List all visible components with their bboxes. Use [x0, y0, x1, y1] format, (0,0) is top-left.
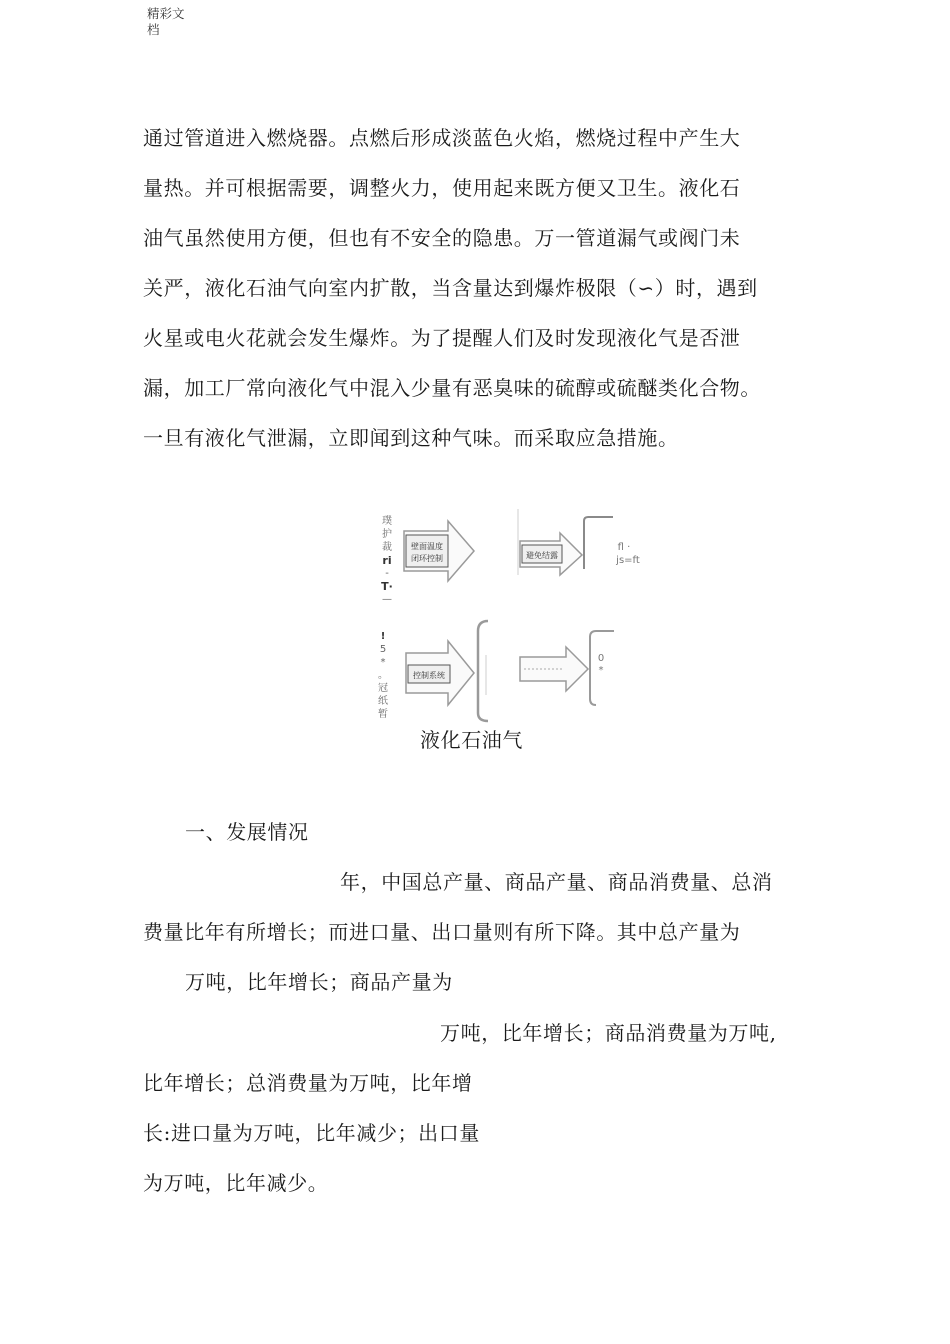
paragraph2-line: 万吨，比年增长；商品产量为 — [185, 970, 453, 994]
paragraph1-line: 量热。并可根据需要，调整火力，使用起来既方便又卫生。液化石 — [143, 176, 741, 200]
paragraph2-line: 比年增长；总消费量为万吨，比年增 — [143, 1071, 473, 1095]
page-header — [147, 6, 187, 38]
paragraph2-line: 为万吨，比年减少。 — [143, 1171, 329, 1195]
paragraph1-line: 通过管道进入燃烧器。点燃后形成淡蓝色火焰，燃烧过程中产生大 — [143, 126, 741, 150]
paragraph2-line: 长:进口量为万吨，比年减少；出口量 — [143, 1121, 480, 1145]
figure-diagram — [370, 505, 640, 725]
paragraph1-line: 漏，加工厂常向液化气中混入少量有恶臭味的硫醇或硫醚类化合物。 — [143, 376, 761, 400]
header-line-1: 精彩文 — [147, 6, 185, 21]
paragraph2-line: 费量比年有所增长；而进口量、出口量则有所下降。其中总产量为 — [143, 920, 741, 944]
paragraph1-line: 油气虽然使用方便，但也有不安全的隐患。万一管道漏气或阀门未 — [143, 226, 741, 250]
process-figure — [370, 505, 640, 725]
box1-label-1: 壁面温度 — [411, 542, 443, 551]
figure-left-bottom-text: ! 5 * 。 冠 纸 暂 — [378, 631, 388, 720]
box1-label-2: 闭环控制 — [411, 554, 443, 563]
note-bottom-2: * — [598, 665, 604, 676]
note-top-2: js=ft — [616, 555, 640, 566]
box2-label: 避免结露 — [526, 551, 558, 560]
header-line-2: 档 — [147, 22, 160, 37]
note-top-1: fl · — [617, 542, 631, 553]
paragraph2-line: 万吨，比年增长；商品消费量为万吨, — [440, 1021, 777, 1045]
paragraph1-line: 火星或电火花就会发生爆炸。为了提醒人们及时发现液化气是否泄 — [143, 326, 741, 350]
box3-label: 控制系统 — [413, 671, 445, 680]
paragraph2-line: 年，中国总产量、商品产量、商品消费量、总消 — [340, 870, 773, 894]
section-heading: 一、发展情况 — [185, 820, 309, 844]
paragraph1-line: 关严，液化石油气向室内扩散，当含量达到爆炸极限（∽）时，遇到 — [143, 276, 758, 300]
note-bottom-1: 0 — [597, 653, 605, 664]
paragraph1-line: 一旦有液化气泄漏，立即闻到这种气味。而采取应急措施。 — [143, 426, 679, 450]
figure-caption: 液化石油气 — [420, 728, 523, 752]
figure-left-top-text: 璞 护 裁 ri - T· — — [381, 516, 393, 605]
